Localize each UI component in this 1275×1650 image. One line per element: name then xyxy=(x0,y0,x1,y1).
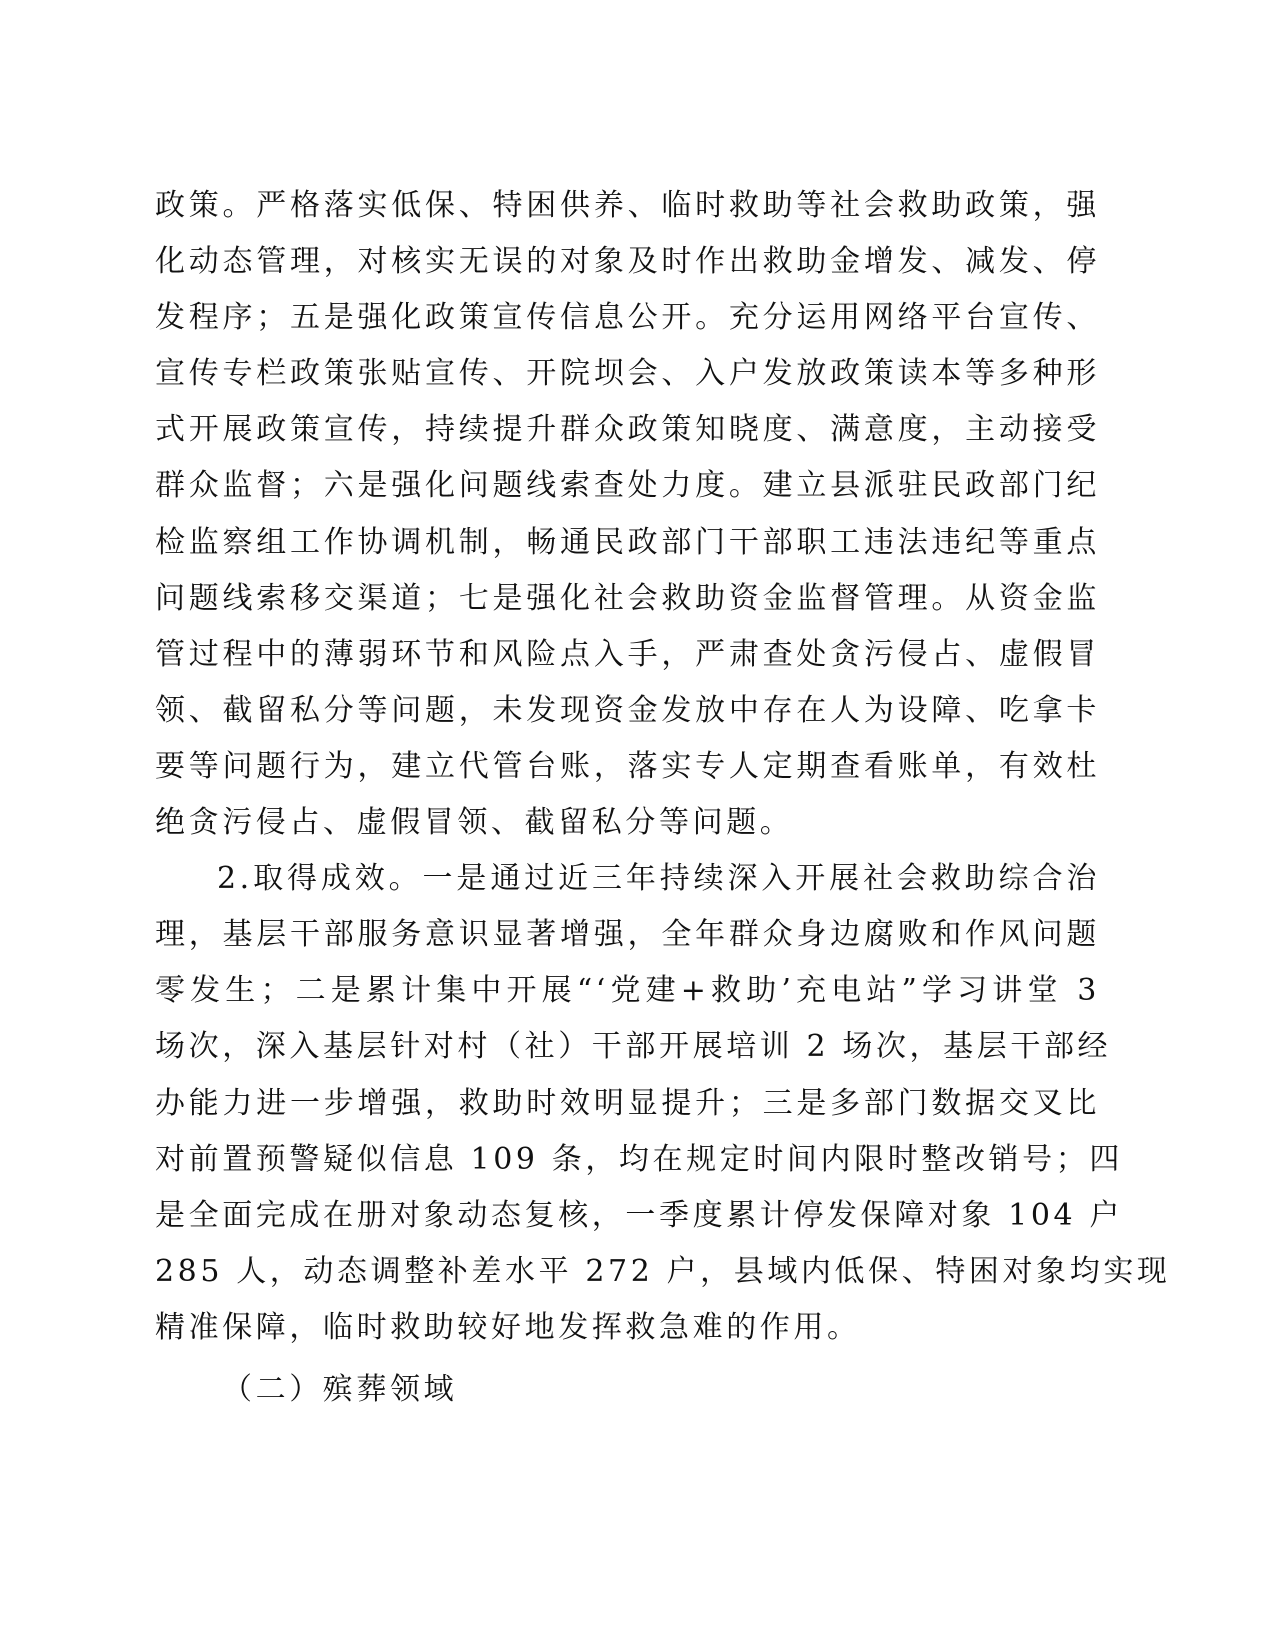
text-line: 精准保障，临时救助较好地发挥救急难的作用。 xyxy=(155,1309,861,1345)
paragraph-achievements xyxy=(155,851,1171,1356)
text-line: 问题线索移交渠道；七是强化社会救助资金监督管理。从资金监 xyxy=(155,580,1100,616)
text-line: 零发生；二是累计集中开展“‘党建+救助’充电站”学习讲堂 3 xyxy=(155,973,1100,1009)
text-line: 领、截留私分等问题，未发现资金发放中存在人为设障、吃拿卡 xyxy=(155,692,1100,728)
text-line: 场次，深入基层针对村（社）干部开展培训 2 场次，基层干部经 xyxy=(155,1029,1112,1065)
text-line: 式开展政策宣传，持续提升群众政策知晓度、满意度，主动接受 xyxy=(155,412,1100,448)
text-line: 2.取得成效。一是通过近三年持续深入开展社会救助综合治 xyxy=(217,861,1100,897)
text-line: 群众监督；六是强化问题线索查处力度。建立县派驻民政部门纪 xyxy=(155,468,1100,504)
document-body xyxy=(155,178,1171,1356)
text-line: 绝贪污侵占、虚假冒领、截留私分等问题。 xyxy=(155,805,794,841)
text-line: 要等问题行为，建立代管台账，落实专人定期查看账单，有效杜 xyxy=(155,748,1100,784)
text-line: 发程序；五是强化政策宣传信息公开。充分运用网络平台宣传、 xyxy=(155,300,1100,336)
text-line: 285 人，动态调整补差水平 272 户，县域内低保、特困对象均实现 xyxy=(155,1253,1171,1289)
text-line: 办能力进一步增强，救助时效明显提升；三是多部门数据交叉比 xyxy=(155,1085,1100,1121)
text-line: 管过程中的薄弱环节和风险点入手，严肃查处贪污侵占、虚假冒 xyxy=(155,636,1100,672)
text-line: 是全面完成在册对象动态复核，一季度累计停发保障对象 104 户 xyxy=(155,1197,1123,1233)
text-line: 宣传专栏政策张贴宣传、开院坝会、入户发放政策读本等多种形 xyxy=(155,356,1100,392)
text-line: 对前置预警疑似信息 109 条，均在规定时间内限时整改销号；四 xyxy=(155,1141,1123,1177)
section-heading: （二）殡葬领域 xyxy=(222,1372,458,1407)
text-line: 理，基层干部服务意识显著增强，全年群众身边腐败和作风问题 xyxy=(155,917,1100,953)
text-line: 化动态管理，对核实无误的对象及时作出救助金增发、减发、停 xyxy=(155,244,1100,280)
paragraph-social-assistance-measures xyxy=(155,178,1100,851)
text-line: 政策。严格落实低保、特困供养、临时救助等社会救助政策，强 xyxy=(155,188,1100,223)
text-line: 检监察组工作协调机制，畅通民政部门干部职工违法违纪等重点 xyxy=(155,524,1100,560)
